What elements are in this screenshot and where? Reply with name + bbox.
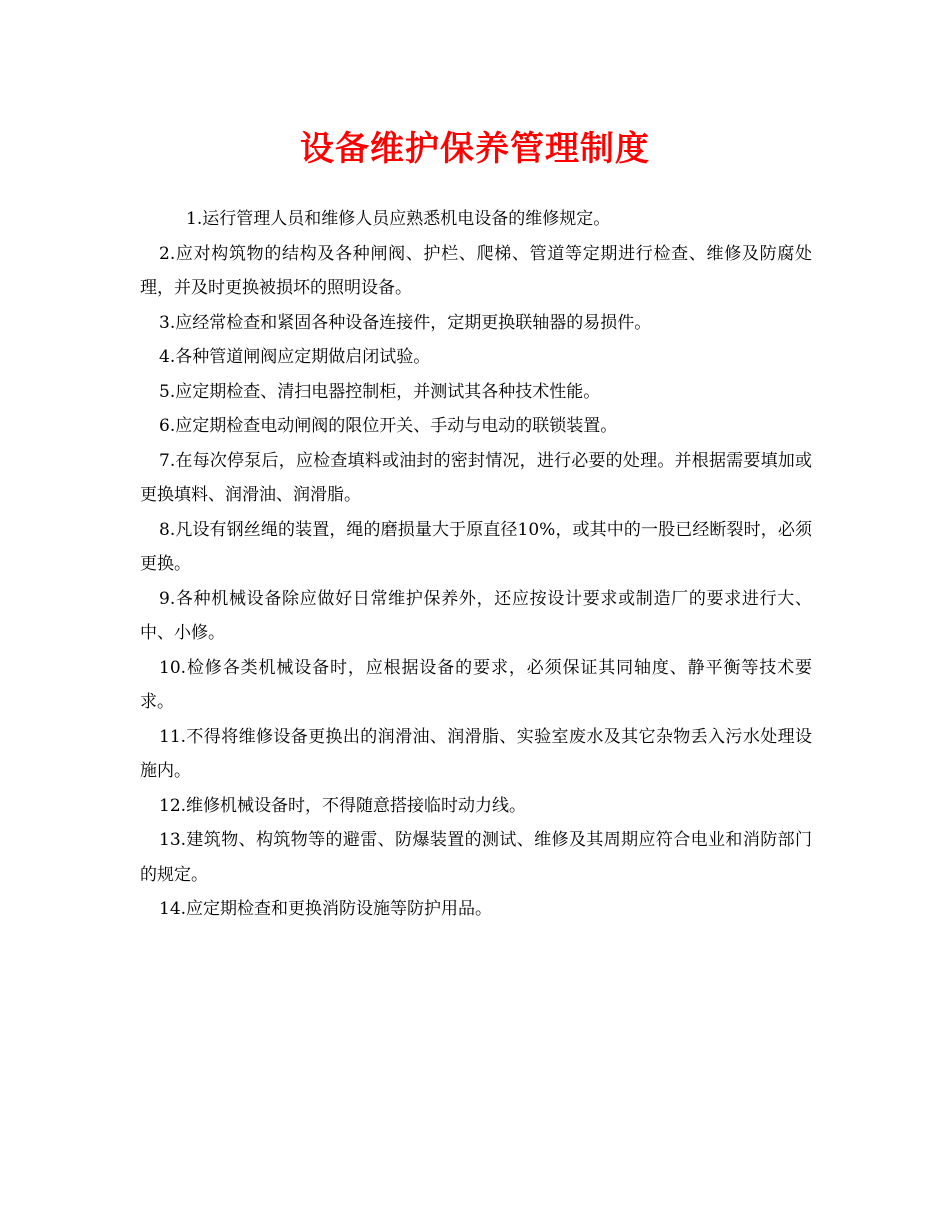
list-item: 4.各种管道闸阀应定期做启闭试验。	[159, 347, 431, 367]
list-item: 14.应定期检查和更换消防设施等防护用品。	[159, 899, 493, 919]
list-item: 10.检修各类机械设备时，应根据设备的要求，必须保证其同轴度、静平衡等技术要求。	[140, 657, 812, 712]
list-item: 1.运行管理人员和维修人员应熟悉机电设备的维修规定。	[186, 209, 611, 229]
list-item: 5.应定期检查、清扫电器控制柜，并测试其各种技术性能。	[159, 381, 601, 402]
list-item: 3.应经常检查和紧固各种设备连接件，定期更换联轴器的易损件。	[159, 312, 652, 333]
list-item: 6.应定期检查电动闸阀的限位开关、手动与电动的联锁装置。	[159, 416, 618, 436]
list-item: 11.不得将维修设备更换出的润滑油、润滑脂、实验室废水及其它杂物丢入污水处理设施内。	[140, 726, 812, 781]
list-item: 8.凡设有钢丝绳的装置，绳的磨损量大于原直径10%，或其中的一股已经断裂时，必须更换。	[140, 519, 812, 574]
list-item: 12.维修机械设备时，不得随意搭接临时动力线。	[159, 795, 527, 816]
document-body	[140, 202, 812, 927]
list-item: 9.各种机械设备除应做好日常维护保养外，还应按设计要求或制造厂的要求进行大、中、小修。	[140, 588, 812, 643]
list-item: 7.在每次停泵后，应检查填料或油封的密封情况，进行必要的处理。并根据需要填加或更换填料、润滑油、润滑脂。	[140, 450, 812, 505]
document-title: 设备维护保养管理制度	[300, 129, 650, 169]
list-item: 13.建筑物、构筑物等的避雷、防爆装置的测试、维修及其周期应符合电业和消防部门的规定。	[140, 830, 812, 885]
list-item: 2.应对构筑物的结构及各种闸阀、护栏、爬梯、管道等定期进行检查、维修及防腐处理，并及时更换被损坏的照明设备。	[140, 243, 812, 298]
